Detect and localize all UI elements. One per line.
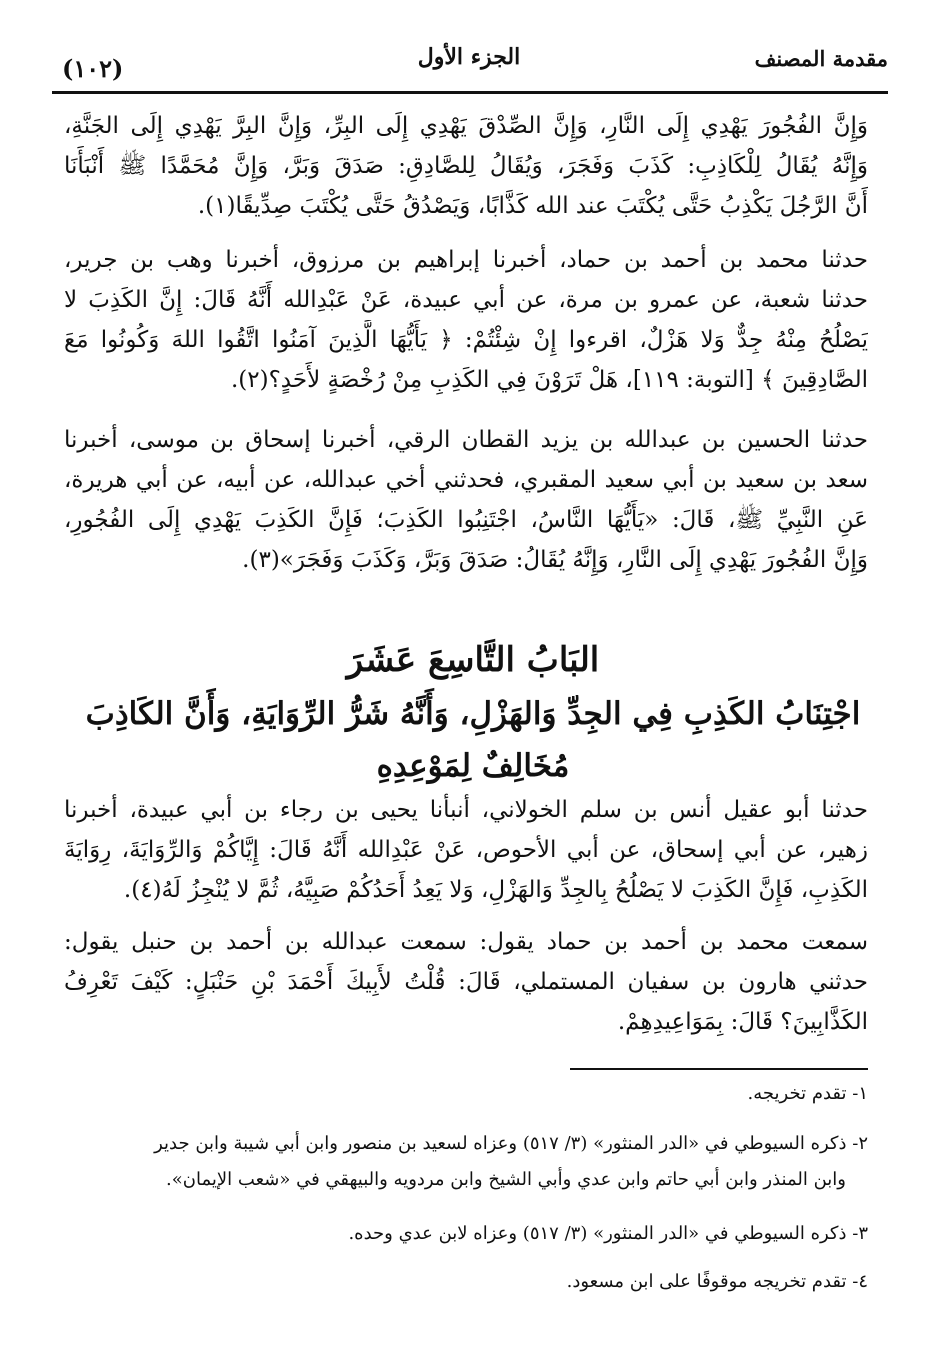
text-line: وَإِنَّ الفُجُورَ يَهْدِي إِلَى النَّارِ، وَإِنَّهُ يُقَالُ: صَدَقَ وَبَرَّ، وَكَذَبَ وَفَجَرَ»(٣). [242, 547, 868, 573]
text-line: حدثنا شعبة، عن عمرو بن مرة، عن أبي عبيدة، عَنْ عَبْدِالله أَنَّهُ قَالَ: إِنَّ الكَذِبَ لا [64, 287, 868, 313]
text-line: وَإِنَّهُ يُقَالُ لِلْكَاذِبِ: كَذَبَ وَفَجَرَ، وَيُقَالُ لِلصَّادِقِ: صَدَقَ وَبَرَّ، وَإِنَّ مُحَمَّدًا ﷺ أَنْبَأَنَا [64, 153, 868, 179]
page-number: (١٠٢) [62, 54, 124, 83]
chapter-number: البَابُ التَّاسِعَ عَشَرَ [346, 640, 600, 680]
text-line: الكَذَّابِينَ؟ قَالَ: بِمَوَاعِيدِهِمْ. [617, 1009, 868, 1035]
footnote-1 [70, 1076, 868, 1112]
volume-title: الجزء الأول [417, 44, 521, 70]
chapter-title-line-1: اجْتِنَابُ الكَذِبِ فِي الجِدِّ وَالهَزْلِ، وَأَنَّهُ شَرُّ الرِّوَايَةِ، وَأَنَّ الكَاذِبَ [85, 696, 861, 732]
chapter-title-line-2: مُخَالِفٌ لِمَوْعِدِهِ [376, 748, 570, 784]
text-line: حدثني هارون بن سفيان المستملي، قَالَ: قُلْتُ لأَبِيكَ أَحْمَدَ بْنِ حَنْبَلٍ: كَيْفَ تَعْرِفُ [64, 969, 868, 995]
text-line: سمعت محمد بن أحمد بن حماد يقول: سمعت عبدالله بن أحمد بن حنبل يقول: [64, 929, 868, 955]
text-line: حدثنا أبو عقيل أنس بن سلم الخولاني، أنبأنا يحيى بن رجاء بن أبي عبيدة، أخبرنا [64, 797, 868, 823]
footnote-4 [70, 1264, 868, 1300]
running-header [50, 40, 888, 84]
paragraph-2 [64, 240, 868, 400]
header-divider [52, 91, 888, 94]
text-line: حدثنا الحسين بن عبدالله بن يزيد القطان الرقي، أخبرنا إسحاق بن موسى، أخبرنا [64, 427, 868, 453]
footnote-line: وابن المنذر وابن أبي حاتم وابن عدي وأبي الشيخ وابن مردويه والبيهقي في «شعب الإيمان». [166, 1169, 846, 1190]
paragraph-4 [64, 790, 868, 910]
footnote-line: ٤- تقدم تخريجه موقوفًا على ابن مسعود. [566, 1271, 868, 1292]
footnote-line: ٣- ذكره السيوطي في «الدر المنثور» (٣/ ٥١٧) وعزاه لابن عدي وحده. [348, 1223, 868, 1244]
paragraph-5 [64, 922, 868, 1042]
text-line: حدثنا محمد بن أحمد بن حماد، أخبرنا إبراهيم بن مرزوق، أخبرنا وهب بن جرير، [64, 247, 868, 273]
text-line: سعد بن سعيد بن أبي سعيد المقبري، فحدثني أخي عبدالله، عن أبيه، عن أبي هريرة، [64, 467, 868, 493]
text-line: يَصْلُحُ مِنْهُ جِدٌّ وَلا هَزْلٌ، اقرءوا إِنْ شِئْتُمْ: ﴿ يَأَيُّهَا الَّذِينَ آمَنُوا اتَّقُوا اللهَ وَكُونُوا مَعَ [64, 327, 868, 353]
footnote-3 [70, 1216, 868, 1252]
footnote-line: ١- تقدم تخريجه. [747, 1083, 868, 1104]
footnote-line: ٢- ذكره السيوطي في «الدر المنثور» (٣/ ٥١٧) وعزاه لسعيد بن منصور وابن أبي شيبة وابن جدير [154, 1133, 868, 1154]
text-line: الكَذِبِ، فَإِنَّ الكَذِبَ لا يَصْلُحُ بِالجِدِّ وَالهَزْلِ، وَلا يَعِدُ أَحَدُكُمْ صَبِيَّهُ، ثُمَّ لا يُنْجِزُ لَهُ(٤). [123, 877, 868, 903]
footnote-divider [570, 1068, 868, 1070]
text-line: عَنِ النَّبِيِّ ﷺ، قَالَ: «يَأَيُّهَا النَّاسُ، اجْتَنِبُوا الكَذِبَ؛ فَإِنَّ الكَذِبَ يَهْدِي إِلَى الفُجُورِ، [64, 507, 868, 533]
section-title: مقدمة المصنف [754, 46, 888, 71]
text-line: الصَّادِقِينَ ﴾ [التوبة: ١١٩]، هَلْ تَرَوْنَ فِي الكَذِبِ مِنْ رُخْصَةٍ لأَحَدٍ؟(٢). [230, 367, 868, 393]
paragraph-1 [64, 106, 868, 226]
text-line: أَنَّ الرَّجُلَ يَكْذِبُ حَتَّى يُكْتَبَ عند الله كَذَّابًا، وَيَصْدُقُ حَتَّى يُكْتَبَ صِدِّيقًا(١). [197, 193, 868, 219]
footnote-2 [70, 1126, 868, 1198]
text-line: وَإِنَّ الفُجُورَ يَهْدِي إِلَى النَّارِ، وَإِنَّ الصِّدْقَ يَهْدِي إِلَى البِرِّ، وَإِنَّ البِرَّ يَهْدِي إِلَى الجَنَّةِ، [64, 113, 868, 139]
paragraph-3 [64, 420, 868, 580]
text-line: زهير، عن أبي إسحاق، عن أبي الأحوص، عَنْ عَبْدِالله أَنَّهُ قَالَ: إِيَّاكُمْ وَالرِّوَايَةَ، رِوَايَةَ [64, 837, 868, 863]
